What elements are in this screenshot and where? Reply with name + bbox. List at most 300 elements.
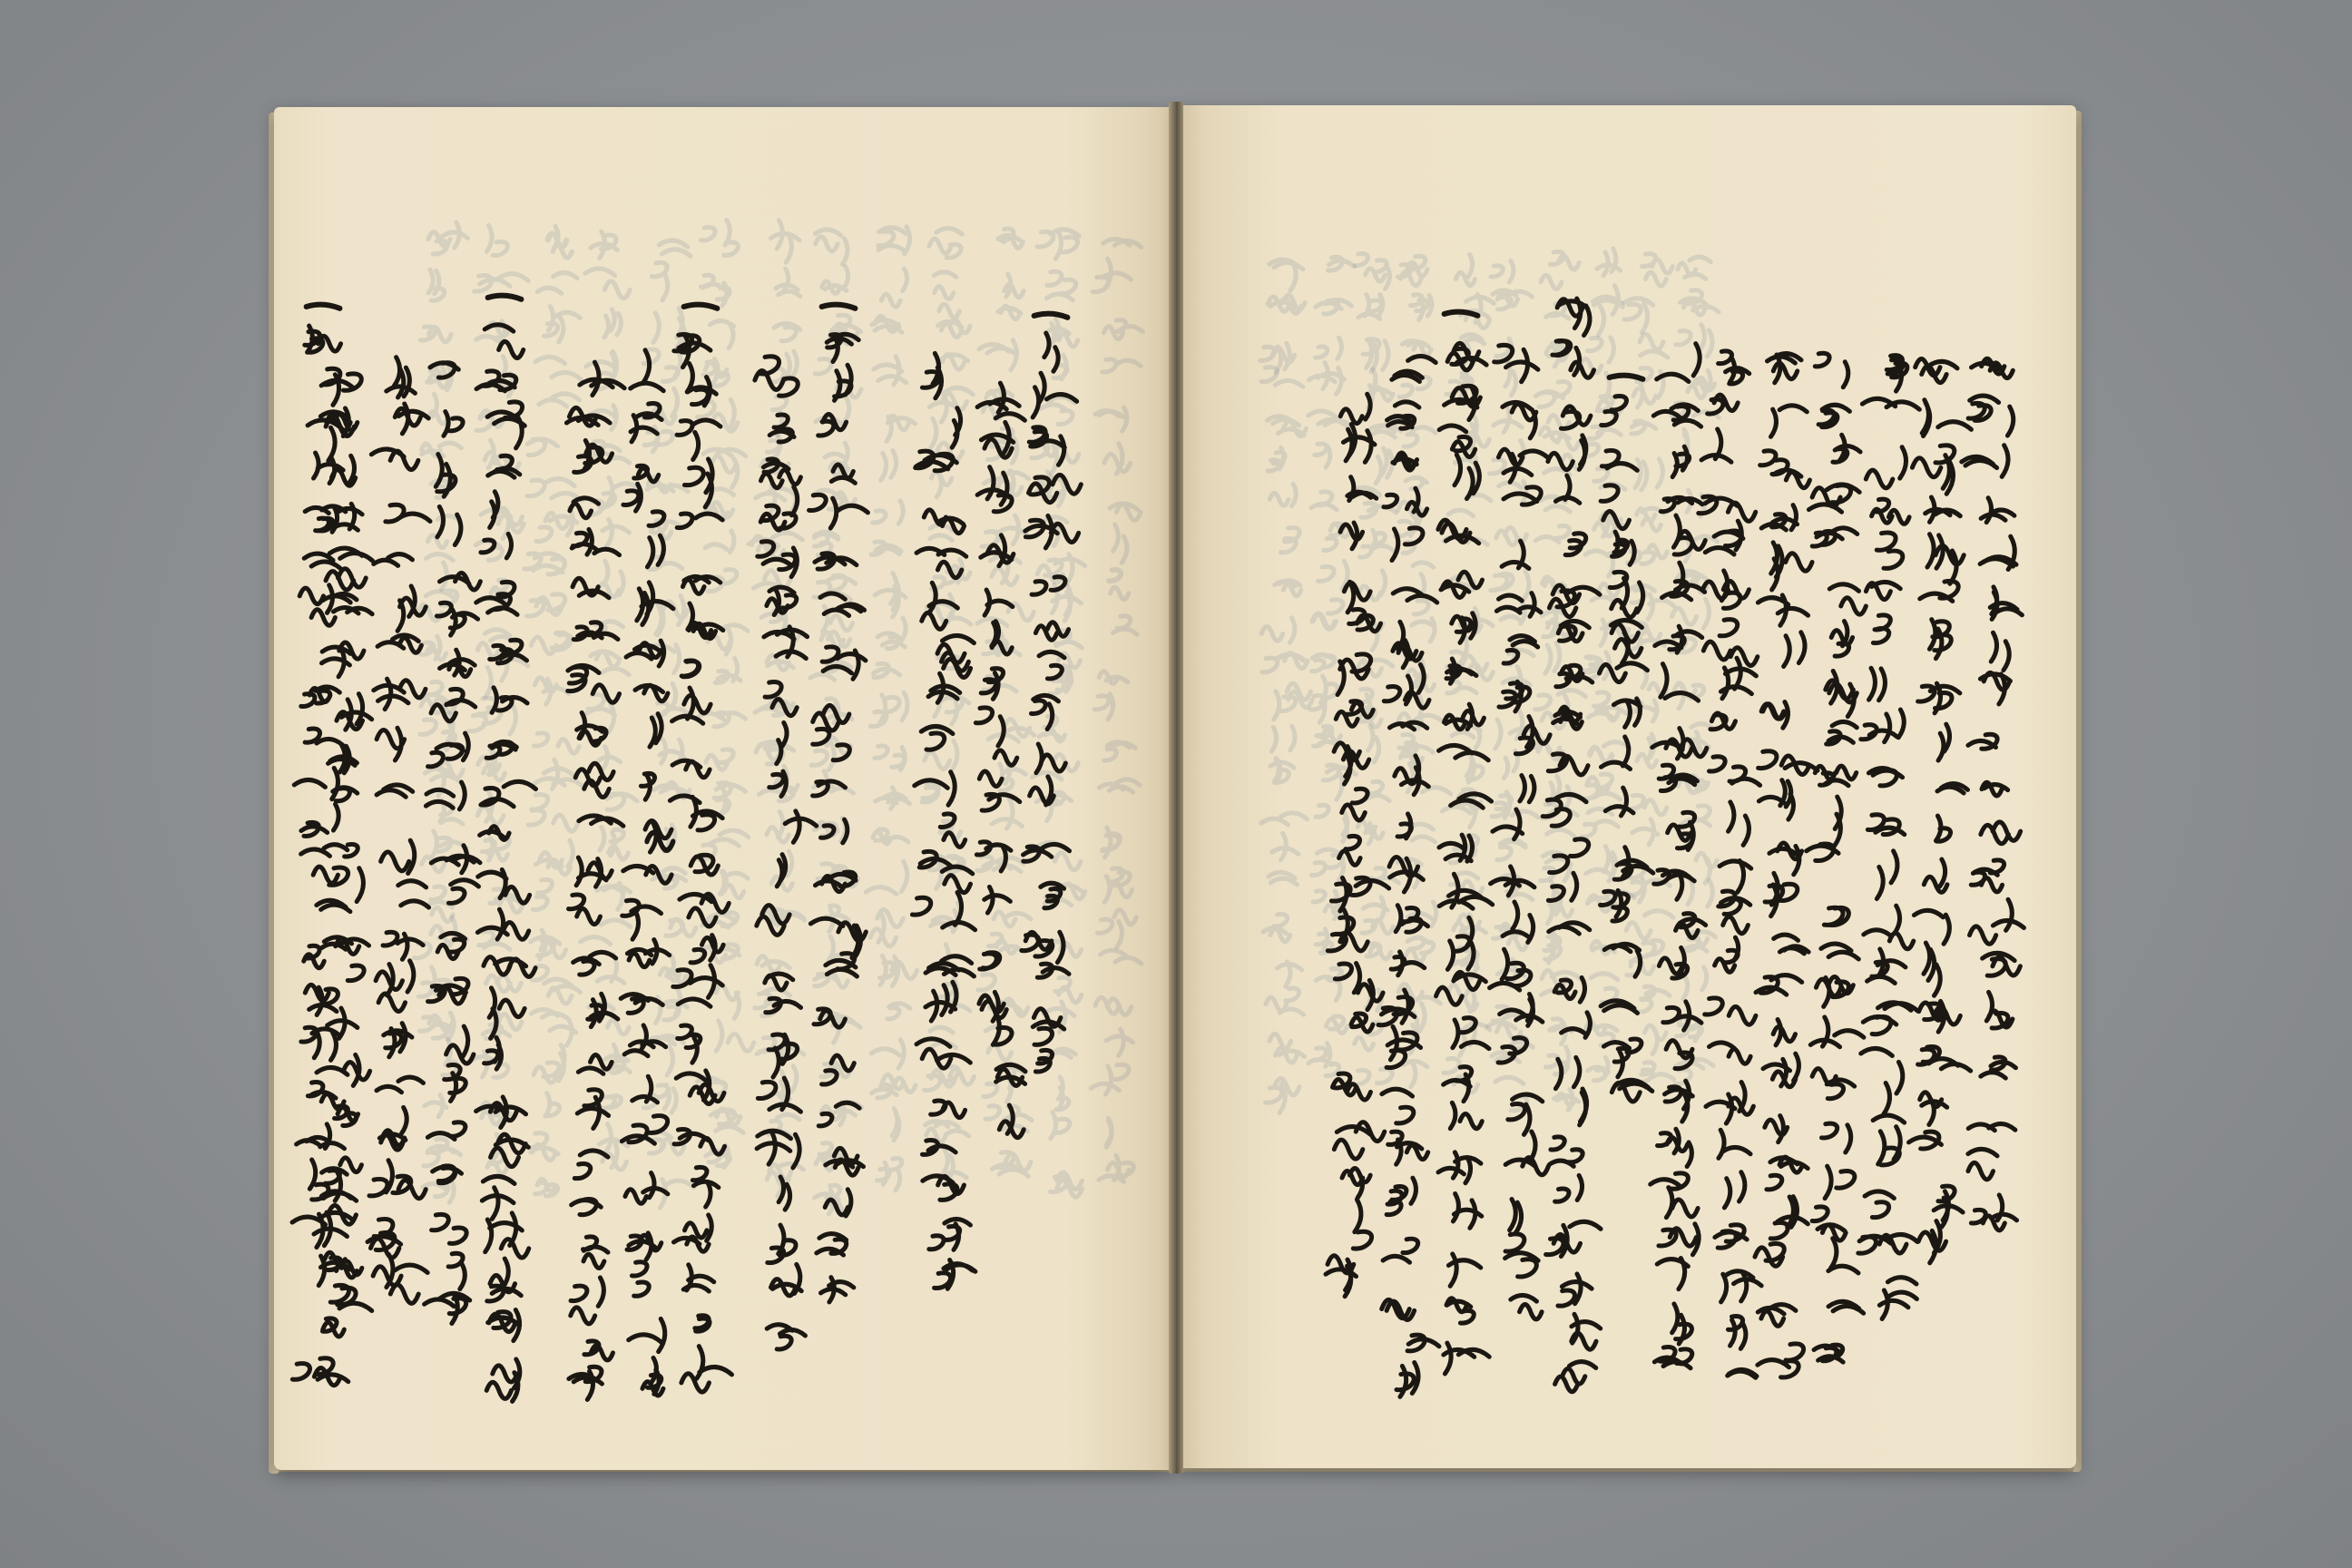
left-ghost-column-1 [1091, 239, 1142, 1181]
handwritten-character [1759, 751, 1818, 775]
show-through-character [534, 1044, 564, 1083]
show-through-character [877, 1159, 902, 1191]
handwritten-character [1039, 652, 1064, 679]
show-through-character [992, 1152, 1031, 1177]
handwritten-character [492, 688, 527, 713]
handwritten-character [1812, 1069, 1855, 1099]
show-through-character [534, 1179, 557, 1196]
show-through-character [1046, 271, 1075, 300]
handwritten-character [379, 1107, 407, 1150]
show-through-character [1324, 524, 1350, 550]
show-through-character [1544, 930, 1561, 963]
show-through-character [1312, 654, 1335, 671]
show-through-character [1269, 260, 1303, 290]
handwritten-character [569, 1367, 603, 1399]
handwritten-character [1030, 777, 1054, 805]
show-through-character [1106, 1029, 1132, 1055]
handwritten-character [1511, 1295, 1542, 1318]
handwritten-character [377, 1077, 424, 1093]
show-through-character [1491, 260, 1514, 281]
show-through-character [1106, 1119, 1112, 1148]
handwritten-character [1389, 722, 1426, 730]
handwritten-character [922, 353, 941, 397]
show-through-character [925, 1066, 975, 1090]
show-through-character [1583, 774, 1621, 799]
handwritten-character [1555, 475, 1579, 503]
handwritten-character [579, 816, 623, 826]
show-through-character [1268, 295, 1305, 313]
show-through-character [776, 269, 800, 296]
handwritten-character [436, 455, 456, 497]
entry-mark [1610, 376, 1643, 379]
handwritten-character [1728, 1369, 1757, 1377]
show-through-character [1676, 325, 1712, 357]
handwritten-character [1703, 620, 1758, 666]
handwritten-character [583, 1237, 607, 1269]
show-through-character [1588, 1057, 1609, 1081]
show-through-character [652, 262, 668, 299]
handwritten-character [1580, 1089, 1587, 1125]
handwritten-character [1990, 587, 2022, 620]
handwritten-character [480, 827, 510, 840]
show-through-character [874, 357, 906, 385]
show-through-character [1582, 808, 1619, 837]
handwritten-character [1758, 1305, 1796, 1327]
left-ghost-column-11 [524, 226, 583, 1196]
handwritten-character [374, 554, 413, 566]
show-through-character [929, 387, 973, 422]
handwritten-character [1715, 937, 1739, 972]
show-through-character [712, 783, 745, 817]
show-through-character [527, 479, 582, 501]
show-through-character [597, 883, 631, 909]
handwritten-character [304, 944, 346, 968]
show-through-character [1268, 447, 1285, 471]
show-through-character [585, 269, 630, 299]
show-through-character [1095, 997, 1132, 1014]
show-through-character [929, 229, 962, 259]
handwritten-character [323, 368, 340, 405]
show-through-character [1597, 249, 1621, 276]
handwritten-character [384, 1024, 412, 1057]
handwritten-character [1760, 451, 1810, 488]
show-through-character [1004, 274, 1024, 298]
show-through-character [545, 1093, 560, 1117]
show-through-character [531, 632, 571, 653]
show-through-character [1403, 1061, 1426, 1086]
handwritten-character [1657, 1259, 1688, 1289]
show-through-character [1266, 1079, 1299, 1113]
right-page-handwriting [1178, 105, 2076, 1468]
show-through-character [481, 508, 524, 538]
show-through-character [1272, 833, 1298, 859]
show-through-character [536, 508, 577, 542]
show-through-character [422, 443, 462, 456]
show-through-character [1642, 254, 1672, 287]
handwritten-character [817, 1234, 847, 1255]
show-through-character [1410, 824, 1436, 842]
show-through-character [426, 554, 453, 590]
show-through-character [716, 985, 740, 1019]
show-through-character [1545, 642, 1560, 673]
show-through-character [425, 1094, 446, 1116]
show-through-character [931, 472, 952, 497]
handwritten-character [1710, 757, 1760, 786]
handwritten-character [482, 1176, 514, 1219]
show-through-character [881, 451, 897, 481]
show-through-character [1626, 911, 1673, 939]
right-column-4 [1807, 353, 1867, 1362]
show-through-character [1102, 359, 1141, 372]
show-through-character [1412, 619, 1435, 642]
handwritten-character [305, 729, 343, 745]
handwritten-character [301, 1027, 339, 1060]
handwritten-character [1611, 621, 1642, 664]
handwritten-character [1496, 593, 1541, 617]
handwritten-character [571, 1278, 604, 1324]
show-through-character [1270, 759, 1294, 783]
handwritten-character [637, 583, 673, 625]
handwritten-character [622, 900, 662, 939]
show-through-character [531, 1133, 558, 1161]
show-through-character [1316, 299, 1352, 314]
show-through-character [1095, 407, 1127, 431]
handwritten-character [688, 603, 723, 639]
show-through-character [770, 220, 799, 263]
handwritten-character [1916, 359, 1957, 383]
show-through-character [1262, 653, 1308, 672]
show-through-character [597, 955, 624, 984]
handwritten-character [1765, 873, 1798, 916]
show-through-character [876, 788, 910, 809]
show-through-character [531, 930, 566, 959]
handwritten-character [1914, 910, 1949, 944]
handwritten-character [1444, 1343, 1489, 1374]
handwritten-character [1505, 1132, 1548, 1175]
handwritten-character [1818, 405, 1849, 426]
show-through-character [871, 542, 901, 554]
handwritten-character [304, 554, 340, 568]
show-through-character [1316, 968, 1342, 1000]
handwritten-character [1728, 1317, 1745, 1349]
show-through-character [1493, 290, 1533, 309]
show-through-character [988, 720, 1034, 742]
handwritten-character [777, 722, 787, 763]
show-through-character [534, 678, 568, 704]
show-through-character [1591, 974, 1618, 1003]
handwritten-character [916, 1039, 970, 1068]
show-through-character [757, 956, 789, 972]
show-through-character [710, 1109, 743, 1132]
show-through-character [1113, 616, 1137, 634]
show-through-character [483, 1004, 522, 1038]
show-through-character [873, 501, 904, 524]
handwritten-character [1812, 1207, 1846, 1240]
handwritten-character [488, 1310, 520, 1341]
handwritten-character [1822, 1123, 1851, 1152]
handwritten-character [1912, 446, 1954, 495]
right-column-1 [1962, 358, 2024, 1230]
handwritten-character [1393, 622, 1422, 667]
show-through-character [1367, 781, 1389, 800]
handwritten-character [935, 1259, 975, 1289]
handwritten-character [632, 1076, 658, 1102]
handwritten-character [1719, 1130, 1750, 1158]
handwritten-character [1919, 1001, 1961, 1032]
show-through-character [701, 220, 739, 256]
handwritten-character [624, 1025, 665, 1056]
show-through-character [1359, 571, 1386, 601]
handwritten-character [1827, 721, 1857, 744]
show-through-character [874, 663, 900, 677]
right-page [1178, 105, 2076, 1468]
show-through-character [1047, 319, 1078, 347]
show-through-character [887, 416, 915, 441]
show-through-character [870, 692, 907, 726]
handwritten-character [1033, 1009, 1063, 1045]
right-column-13 [1326, 394, 1389, 1296]
show-through-character [424, 1139, 461, 1166]
handwritten-character [1864, 906, 1914, 949]
handwritten-character [635, 685, 668, 701]
handwritten-character [677, 420, 720, 460]
handwritten-character [374, 679, 426, 709]
show-through-character [1051, 1112, 1070, 1139]
handwritten-character [1719, 351, 1749, 384]
handwritten-character [427, 1122, 465, 1140]
handwritten-character [1719, 891, 1750, 934]
handwritten-character [1436, 972, 1486, 1004]
show-through-character [421, 681, 456, 712]
handwritten-character [1929, 620, 1951, 659]
show-through-character [979, 340, 1017, 370]
handwritten-character [673, 1215, 711, 1251]
handwritten-character [574, 1151, 608, 1179]
show-through-character [1261, 368, 1303, 387]
show-through-character [1093, 259, 1131, 292]
handwritten-character [1035, 1050, 1052, 1072]
show-through-character [604, 309, 622, 338]
handwritten-character [1439, 745, 1489, 760]
show-through-character [708, 570, 737, 592]
handwritten-character [1971, 1195, 2016, 1230]
handwritten-character [634, 466, 659, 482]
show-through-character [1097, 910, 1136, 948]
show-through-character [892, 1109, 899, 1141]
show-through-character [469, 698, 516, 734]
handwritten-character [766, 998, 801, 1013]
handwritten-character [377, 785, 413, 797]
show-through-character [535, 357, 581, 379]
handwritten-character [569, 895, 601, 925]
show-through-character [934, 272, 956, 299]
handwritten-character [1986, 992, 2013, 1028]
handwritten-character [1393, 589, 1437, 603]
show-through-character [1645, 1025, 1667, 1054]
handwritten-character [1499, 681, 1530, 711]
handwritten-character [979, 992, 1006, 1021]
handwritten-character [1549, 1137, 1583, 1166]
handwritten-character [1924, 859, 1947, 892]
handwritten-character [301, 849, 338, 883]
show-through-character [1269, 484, 1296, 505]
handwritten-character [477, 909, 528, 939]
handwritten-character [1774, 935, 1809, 954]
show-through-character [701, 275, 730, 305]
handwritten-character [1938, 724, 1950, 760]
handwritten-character [292, 1212, 347, 1248]
handwritten-character [1439, 426, 1475, 457]
show-through-character [1326, 1016, 1347, 1034]
handwritten-character [1672, 1304, 1692, 1344]
left-page-handwriting [274, 107, 1172, 1470]
handwritten-character [677, 514, 722, 528]
show-through-character [1589, 742, 1630, 763]
handwritten-character [1555, 1175, 1583, 1201]
handwritten-character [1438, 1152, 1481, 1183]
show-through-character [1593, 286, 1623, 336]
right-column-10 [1490, 345, 1551, 1318]
show-through-character [1696, 853, 1717, 883]
handwritten-character [834, 365, 851, 400]
handwritten-character [676, 1071, 724, 1104]
show-through-character [879, 956, 916, 985]
show-through-character [1101, 950, 1142, 964]
handwritten-character [1769, 843, 1802, 875]
handwritten-character [1763, 1054, 1799, 1087]
show-through-character [1099, 779, 1140, 792]
handwritten-character [692, 1167, 718, 1207]
handwritten-character [1991, 632, 2009, 670]
show-through-character [998, 306, 1021, 318]
show-through-character [767, 812, 789, 843]
show-through-character [715, 658, 740, 682]
show-through-character [710, 321, 733, 348]
handwritten-character [1342, 1169, 1370, 1198]
show-through-character [1308, 363, 1344, 395]
handwritten-character [1828, 1301, 1864, 1313]
show-through-character [537, 272, 577, 293]
handwritten-character [1450, 1102, 1482, 1128]
show-through-character [1055, 977, 1082, 1003]
show-through-character [1632, 819, 1658, 845]
show-through-character [599, 1124, 627, 1171]
handwritten-character [448, 880, 478, 904]
handwritten-character [683, 1265, 714, 1291]
show-through-character [1271, 726, 1295, 751]
show-through-character [1102, 828, 1120, 858]
handwritten-character [1968, 1149, 1997, 1179]
handwritten-character [1824, 907, 1848, 925]
handwritten-character [1332, 1073, 1370, 1100]
handwritten-character [632, 1262, 649, 1297]
handwritten-character [1022, 932, 1063, 962]
handwritten-character [387, 358, 416, 397]
show-through-character [1315, 444, 1330, 467]
handwritten-character [1351, 1014, 1373, 1032]
handwritten-character [437, 506, 461, 544]
handwritten-character [1729, 802, 1749, 846]
handwritten-character [1784, 632, 1805, 667]
show-through-character [1678, 257, 1710, 279]
left-page [274, 107, 1172, 1470]
handwritten-character [767, 1325, 805, 1349]
show-through-character [647, 477, 688, 492]
handwritten-character [1520, 776, 1534, 802]
handwritten-character [1968, 734, 1997, 749]
handwritten-character [1353, 1200, 1371, 1249]
show-through-character [653, 309, 684, 351]
show-through-character [1267, 416, 1306, 436]
handwritten-character [1861, 710, 1905, 742]
show-through-character [539, 394, 580, 407]
show-through-character [599, 747, 621, 769]
handwritten-character [1755, 1244, 1784, 1267]
handwritten-character [681, 1347, 732, 1392]
show-through-character [1318, 561, 1348, 589]
show-through-character [1104, 868, 1132, 902]
show-through-character [1316, 338, 1342, 358]
show-through-character [1050, 1172, 1082, 1197]
show-through-character [815, 974, 848, 987]
show-through-character [581, 920, 631, 944]
handwritten-character [642, 1357, 663, 1396]
show-through-character [878, 227, 910, 254]
handwritten-character [1555, 1362, 1596, 1392]
show-through-character [872, 316, 902, 332]
show-through-character [716, 1021, 754, 1052]
show-through-character [428, 270, 445, 300]
handwritten-character [1814, 1345, 1843, 1362]
handwritten-character [398, 881, 429, 907]
handwritten-character [1858, 1234, 1917, 1253]
handwritten-character [1658, 1129, 1692, 1166]
handwritten-character [1602, 450, 1637, 470]
handwritten-character [926, 956, 974, 976]
handwritten-character [1877, 533, 1903, 568]
handwritten-character [575, 763, 613, 797]
handwritten-character [1861, 1048, 1903, 1093]
handwritten-character [369, 1161, 426, 1199]
show-through-character [527, 439, 557, 455]
handwritten-character [330, 1285, 372, 1310]
show-through-character [1681, 290, 1719, 315]
show-through-character [1113, 524, 1127, 563]
show-through-character [532, 966, 580, 1004]
handwritten-character [377, 728, 405, 760]
show-through-character [756, 741, 793, 764]
handwritten-character [577, 712, 606, 745]
show-through-character [1037, 554, 1084, 584]
show-through-character [534, 733, 579, 753]
show-through-character [1535, 381, 1570, 407]
handwritten-character [641, 773, 654, 799]
show-through-character [1446, 369, 1472, 397]
show-through-character [666, 919, 696, 936]
entry-mark [684, 305, 718, 309]
show-through-character [1535, 526, 1569, 543]
show-through-character [1541, 251, 1579, 289]
handwritten-character [1924, 943, 1940, 995]
handwritten-character [301, 804, 338, 836]
show-through-character [1553, 1089, 1578, 1110]
handwritten-character [376, 961, 414, 1012]
handwritten-character [1821, 944, 1858, 959]
handwritten-character [337, 694, 372, 730]
show-through-character [528, 795, 578, 832]
handwritten-character [1715, 1225, 1747, 1248]
handwritten-character [1612, 532, 1634, 564]
